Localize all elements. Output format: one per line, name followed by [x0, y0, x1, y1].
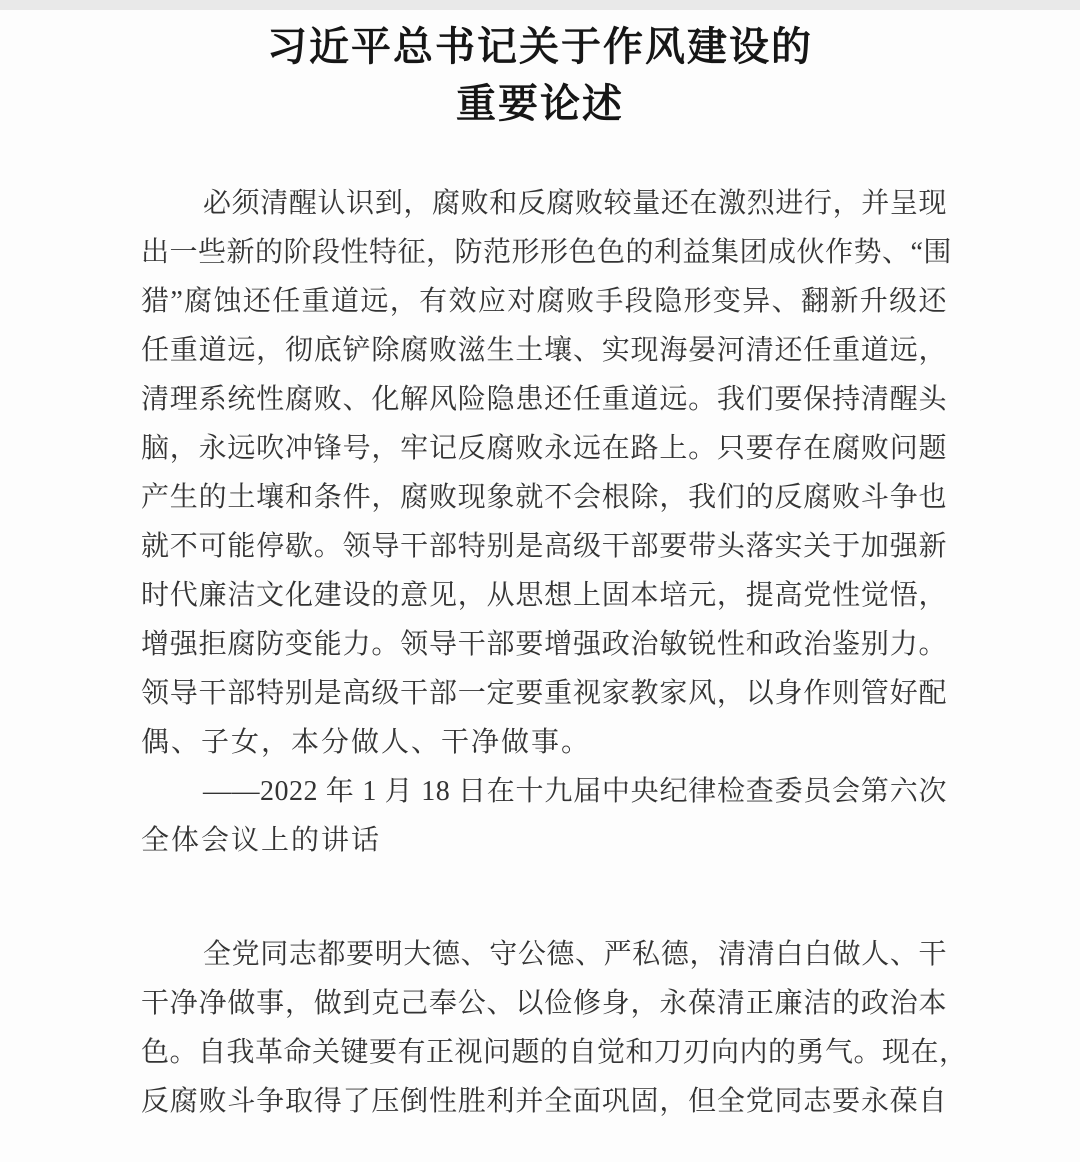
text-line: 必须清醒认识到，腐败和反腐败较量还在激烈进行，并呈现: [203, 188, 947, 219]
text-line: 时代廉洁文化建设的意见，从思想上固本培元，提高党性觉悟，: [141, 580, 947, 611]
document-body: [141, 179, 968, 1126]
text-line: 就不可能停歇。领导干部特别是高级干部要带头落实关于加强新: [141, 531, 947, 562]
text-line: 全党同志都要明大德、守公德、严私德，清清白白做人、干: [203, 939, 947, 970]
scan-edge-bar: [0, 0, 1080, 10]
text-line: 偶、子女，本分做人、干净做事。: [141, 727, 592, 758]
attribution-line: 全体会议上的讲话: [141, 825, 382, 856]
text-line: 脑，永远吹冲锋号，牢记反腐败永远在路上。只要存在腐败问题: [141, 433, 947, 464]
text-line: 清理系统性腐败、化解风险隐患还任重道远。我们要保持清醒头: [141, 384, 947, 415]
attribution-line: ——2022 年 1 月 18 日在十九届中央纪律检查委员会第六次: [203, 776, 947, 807]
text-line: 色。自我革命关键要有正视问题的自觉和刀刃向内的勇气。现在，: [141, 1037, 968, 1068]
document-title-line-1: 习近平总书记关于作风建设的: [267, 24, 813, 69]
text-line: 出一些新的阶段性特征，防范形形色色的利益集团成伙作势、“围: [141, 237, 952, 268]
paragraph-2: [141, 930, 968, 1126]
attribution-1: [141, 767, 947, 865]
document-title-line-2: 重要论述: [456, 81, 624, 126]
document-title: [0, 10, 1080, 132]
paragraph-1: [141, 179, 952, 767]
text-line: 猎”腐蚀还任重道远，有效应对腐败手段隐形变异、翻新升级还: [141, 286, 947, 317]
text-line: 干净净做事，做到克己奉公、以俭修身，永葆清正廉洁的政治本: [141, 988, 947, 1019]
text-line: 反腐败斗争取得了压倒性胜利并全面巩固，但全党同志要永葆自: [141, 1086, 947, 1117]
section-gap: [141, 865, 947, 930]
text-line: 增强拒腐防变能力。领导干部要增强政治敏锐性和政治鉴别力。: [141, 629, 947, 660]
text-line: 领导干部特别是高级干部一定要重视家教家风，以身作则管好配: [141, 678, 947, 709]
text-line: 产生的土壤和条件，腐败现象就不会根除，我们的反腐败斗争也: [141, 482, 947, 513]
text-line: 任重道远，彻底铲除腐败滋生土壤、实现海晏河清还任重道远，: [141, 335, 947, 366]
